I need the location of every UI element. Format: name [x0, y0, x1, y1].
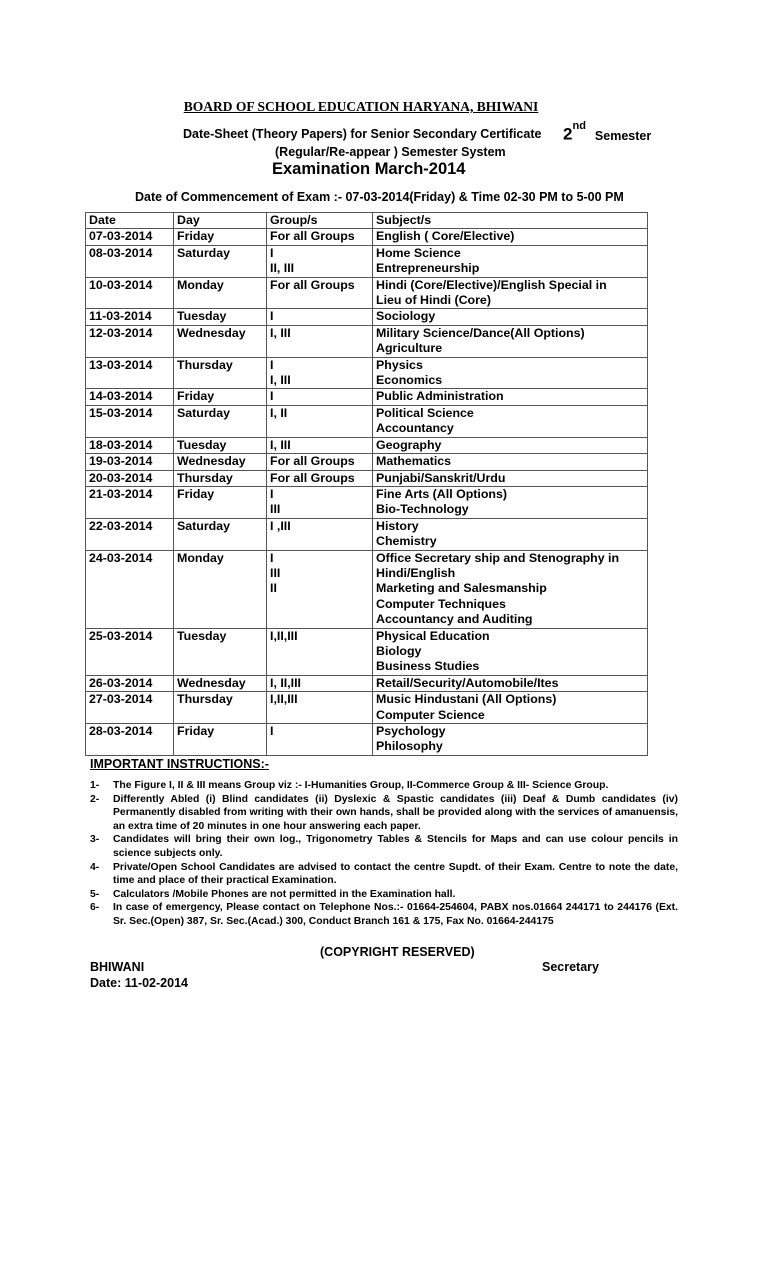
table-row [86, 405, 648, 437]
instruction-text: Candidates will bring their own log., Trigonometry Tables & Stencils for Maps and can use colour pencils in science subjects only. [113, 834, 678, 859]
day-cell: Thursday [174, 357, 267, 389]
group-line: For all Groups [270, 277, 355, 292]
date-cell: 12-03-2014 [86, 325, 174, 357]
column-header-day: Day [174, 213, 267, 229]
subject-line: Military Science/Dance(All Options) [376, 325, 585, 340]
groups-cell [267, 692, 373, 724]
date-cell: 28-03-2014 [86, 724, 174, 756]
subject-line: Hindi/English [376, 565, 456, 580]
subject-line: Lieu of Hindi (Core) [376, 293, 491, 308]
groups-cell [267, 628, 373, 675]
subject-line: Psychology [376, 724, 446, 738]
subjects-cell [373, 437, 648, 453]
instruction-number: 2- [90, 793, 100, 805]
instruction-item [90, 833, 678, 860]
subject-line: Economics [376, 373, 443, 388]
date-cell: 24-03-2014 [86, 550, 174, 628]
groups-cell [267, 277, 373, 309]
date-cell: 11-03-2014 [86, 309, 174, 325]
group-line: I [270, 309, 274, 324]
group-line: III [270, 565, 281, 580]
day-cell: Tuesday [174, 309, 267, 325]
groups-cell [267, 357, 373, 389]
subject-line: Physical Education [376, 628, 490, 643]
instruction-item [90, 901, 678, 928]
column-header-groups: Group/s [267, 213, 373, 229]
day-cell: Tuesday [174, 628, 267, 675]
subject-line: History [376, 518, 419, 533]
signatory: Secretary [542, 960, 599, 974]
subject-line: Philosophy [376, 739, 443, 754]
subjects-cell [373, 486, 648, 518]
table-row [86, 454, 648, 470]
table-row [86, 692, 648, 724]
column-header-subjects: Subject/s [373, 213, 648, 229]
group-line: I, II,III [270, 675, 301, 690]
table-row [86, 486, 648, 518]
groups-cell [267, 245, 373, 277]
instruction-number: 4- [90, 861, 100, 873]
table-row [86, 309, 648, 325]
table-row [86, 628, 648, 675]
subjects-cell [373, 325, 648, 357]
subject-line: Punjabi/Sanskrit/Urdu [376, 470, 506, 485]
instruction-text: Calculators /Mobile Phones are not permitted in the Examination hall. [113, 888, 456, 900]
group-line: I, III [270, 373, 291, 388]
subject-line: Geography [376, 437, 442, 452]
group-line: For all Groups [270, 470, 355, 485]
subject-line: Public Administration [376, 389, 504, 404]
day-cell: Saturday [174, 518, 267, 550]
instruction-item [90, 888, 678, 902]
instruction-item [90, 779, 678, 793]
day-cell: Friday [174, 389, 267, 405]
group-line: II, III [270, 261, 295, 276]
subjects-cell [373, 405, 648, 437]
groups-cell [267, 486, 373, 518]
day-cell: Saturday [174, 405, 267, 437]
date-cell: 10-03-2014 [86, 277, 174, 309]
subjects-cell [373, 550, 648, 628]
date-cell: 20-03-2014 [86, 470, 174, 486]
table-row [86, 229, 648, 245]
day-cell: Friday [174, 724, 267, 756]
group-line: I [270, 486, 274, 501]
day-cell: Monday [174, 550, 267, 628]
date-cell: 21-03-2014 [86, 486, 174, 518]
subject-line: Hindi (Core/Elective)/English Special in [376, 277, 607, 292]
groups-cell [267, 724, 373, 756]
day-cell: Thursday [174, 470, 267, 486]
instruction-number: 3- [90, 834, 100, 846]
instruction-text: In case of emergency, Please contact on Telephone Nos.:- 01664-254604, PABX nos.01664 244171 to 244176 (Ext. Sr. Sec.(Open) 387, Sr. Sec.(Acad.) 300, Conduct Branch 161 & 175, Fax No. 01664-244175 [113, 902, 678, 927]
group-line: I, III [270, 437, 291, 452]
groups-cell [267, 309, 373, 325]
date-cell: 19-03-2014 [86, 454, 174, 470]
day-cell: Wednesday [174, 675, 267, 691]
subject-line: Fine Arts (All Options) [376, 486, 508, 501]
day-cell: Monday [174, 277, 267, 309]
group-line: I, II [270, 405, 288, 420]
date-cell: 26-03-2014 [86, 675, 174, 691]
copyright-notice: (COPYRIGHT RESERVED) [320, 945, 475, 959]
group-line: I,II,III [270, 692, 298, 707]
subject-line: Music Hindustani (All Options) [376, 692, 557, 707]
group-line: I, III [270, 325, 291, 340]
groups-cell [267, 389, 373, 405]
groups-cell [267, 518, 373, 550]
instruction-number: 6- [90, 902, 100, 914]
table-row [86, 325, 648, 357]
commencement-line: Date of Commencement of Exam :- 07-03-2014(Friday) & Time 02-30 PM to 5-00 PM [135, 190, 624, 204]
groups-cell [267, 550, 373, 628]
subjects-cell [373, 229, 648, 245]
subject-line: Business Studies [376, 659, 480, 674]
day-cell: Friday [174, 229, 267, 245]
date-cell: 14-03-2014 [86, 389, 174, 405]
day-cell: Wednesday [174, 325, 267, 357]
issue-place: BHIWANI [90, 960, 145, 974]
group-line: For all Groups [270, 454, 355, 469]
table-row [86, 389, 648, 405]
table-header-row [86, 213, 648, 229]
subjects-cell [373, 692, 648, 724]
subject-line: English ( Core/Elective) [376, 229, 515, 244]
table-row [86, 437, 648, 453]
subject-line: Chemistry [376, 534, 437, 549]
instruction-number: 5- [90, 888, 100, 900]
subjects-cell [373, 357, 648, 389]
date-sheet-table [85, 212, 648, 756]
group-line: III [270, 502, 281, 517]
subject-line: Accountancy and Auditing [376, 612, 533, 627]
table-row [86, 277, 648, 309]
table-row [86, 550, 648, 628]
instruction-text: The Figure I, II & III means Group viz :- I-Humanities Group, II-Commerce Group & III- Science Group. [113, 780, 609, 791]
subjects-cell [373, 518, 648, 550]
group-line: I [270, 389, 274, 404]
instruction-text: Differently Abled (i) Blind candidates (ii) Dyslexic & Spastic candidates (iii) Deaf & Dumb candidates (iv) Permanently disabled from writing with their own hands, shall be provided along with the services of amanuensis, an extra time of 20 minutes in one hour answering each paper. [113, 793, 678, 832]
subjects-cell [373, 309, 648, 325]
group-line: I [270, 245, 274, 260]
subjects-cell [373, 389, 648, 405]
day-cell: Thursday [174, 692, 267, 724]
subject-line: Accountancy [376, 421, 454, 436]
groups-cell [267, 229, 373, 245]
table-row [86, 357, 648, 389]
subject-line: Physics [376, 357, 423, 372]
subjects-cell [373, 277, 648, 309]
instructions-list [90, 779, 678, 929]
subjects-cell [373, 628, 648, 675]
table-row [86, 518, 648, 550]
groups-cell [267, 454, 373, 470]
issue-date: Date: 11-02-2014 [90, 976, 188, 990]
subjects-cell [373, 454, 648, 470]
subject-line: Computer Science [376, 707, 485, 722]
subject-line: Computer Techniques [376, 596, 506, 611]
date-cell: 22-03-2014 [86, 518, 174, 550]
table-row [86, 470, 648, 486]
subject-line: Political Science [376, 405, 474, 420]
group-line: For all Groups [270, 229, 355, 244]
subjects-cell [373, 245, 648, 277]
instruction-text: Private/Open School Candidates are advised to contact the centre Supdt. of their Exam. Centre to note the date, time and place of their practical Examination. [113, 861, 678, 887]
day-cell: Friday [174, 486, 267, 518]
date-cell: 08-03-2014 [86, 245, 174, 277]
datesheet-title-line2: (Regular/Re-appear ) Semester System [275, 145, 506, 159]
subject-line: Marketing and Salesmanship [376, 581, 547, 596]
subjects-cell [373, 675, 648, 691]
groups-cell [267, 470, 373, 486]
instruction-item [90, 793, 678, 834]
group-line: I [270, 357, 274, 372]
subject-line: Office Secretary ship and Stenography in [376, 550, 620, 565]
datesheet-title-line1: Date-Sheet (Theory Papers) for Senior Secondary Certificate [183, 127, 542, 141]
date-cell: 18-03-2014 [86, 437, 174, 453]
groups-cell [267, 675, 373, 691]
subjects-cell [373, 470, 648, 486]
exam-title: Examination March-2014 [272, 160, 466, 178]
table-row [86, 245, 648, 277]
subject-line: Sociology [376, 309, 436, 324]
subjects-cell [373, 724, 648, 756]
subject-line: Home Science [376, 245, 461, 260]
board-title: BOARD OF SCHOOL EDUCATION HARYANA, BHIWANI [183, 99, 539, 114]
semester-label: 2ndSemester [563, 120, 652, 144]
day-cell: Saturday [174, 245, 267, 277]
groups-cell [267, 325, 373, 357]
date-cell: 15-03-2014 [86, 405, 174, 437]
group-line: I [270, 550, 274, 565]
instruction-number: 1- [90, 780, 100, 791]
date-cell: 13-03-2014 [86, 357, 174, 389]
group-line: I,II,III [270, 628, 298, 643]
date-cell: 25-03-2014 [86, 628, 174, 675]
table-row [86, 724, 648, 756]
day-cell: Wednesday [174, 454, 267, 470]
subject-line: Entrepreneurship [376, 261, 480, 276]
subject-line: Mathematics [376, 454, 452, 469]
group-line: II [270, 581, 277, 596]
instruction-item [90, 861, 678, 888]
groups-cell [267, 405, 373, 437]
group-line: I [270, 724, 274, 738]
subject-line: Retail/Security/Automobile/Ites [376, 675, 559, 690]
subject-line: Agriculture [376, 341, 443, 356]
column-header-date: Date [86, 213, 174, 229]
subject-line: Biology [376, 643, 422, 658]
groups-cell [267, 437, 373, 453]
date-cell: 27-03-2014 [86, 692, 174, 724]
instructions-heading: IMPORTANT INSTRUCTIONS:- [90, 757, 269, 771]
group-line: I ,III [270, 518, 291, 533]
date-cell: 07-03-2014 [86, 229, 174, 245]
subject-line: Bio-Technology [376, 502, 469, 517]
day-cell: Tuesday [174, 437, 267, 453]
table-row [86, 675, 648, 691]
